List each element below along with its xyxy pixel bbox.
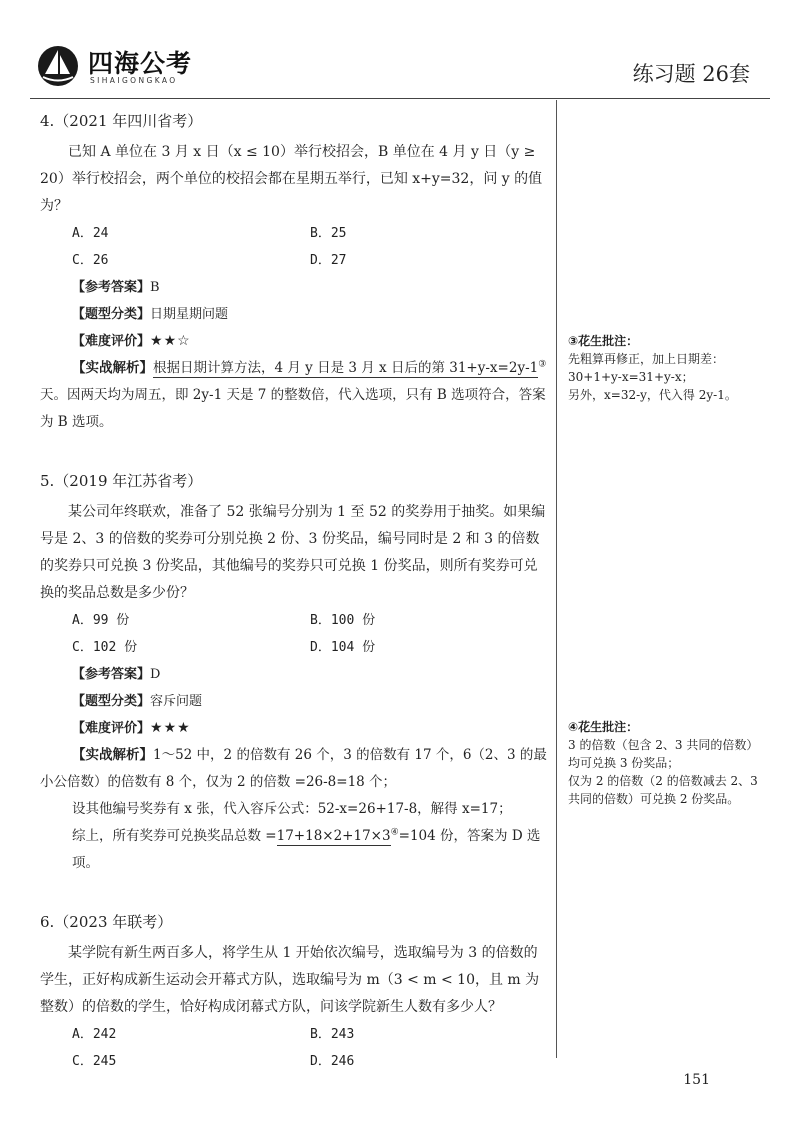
analysis-line-2: 设其他编号奖券有 x 张，代入容斥公式：52-x=26+17-8，解得 x=17； bbox=[72, 801, 512, 817]
margin-note-4 bbox=[568, 718, 768, 808]
options bbox=[40, 220, 548, 274]
analysis-line-3-post: =104 份，答案为 D 选项。 bbox=[72, 828, 541, 871]
series-title: 练习题 26套 bbox=[632, 62, 750, 86]
question-stem: 某学院有新生两百多人，将学生从 1 开始依次编号，选取编号为 3 的倍数的学生，正好构成新生运动会开幕式方队，选取编号为 m（3 < m < 10，且 m 为整数）的倍数的学生，恰好构成闭幕式方队，问该学院新生人数有多少人？ bbox=[40, 945, 540, 1015]
type-label: 【题型分类】 bbox=[72, 694, 151, 709]
analysis-underlined: 根据日期计算方法，4 月 y 日是 3 月 x 日后的第 31+y-x=2y-1 bbox=[153, 360, 539, 376]
answer-label: 【参考答案】 bbox=[72, 280, 151, 295]
answer-value: B bbox=[150, 280, 160, 295]
logo-english-name: SIHAIGONGKAO bbox=[90, 76, 178, 85]
difficulty-stars: ★★★ bbox=[150, 720, 191, 736]
option-a: A．242 bbox=[72, 1027, 117, 1042]
answer-line bbox=[40, 274, 548, 301]
header-divider bbox=[30, 98, 770, 99]
note-line: 先粗算再修正，加上日期差： bbox=[568, 352, 725, 366]
options bbox=[40, 1021, 548, 1075]
note-line: 30+1+y-x=31+y-x； bbox=[568, 370, 694, 384]
note-line: 3 的倍数（包含 2、3 共同的倍数）均可兑换 3 份奖品； bbox=[568, 738, 759, 770]
option-c: C．102 份 bbox=[72, 640, 138, 655]
analysis-line-3-pre: 综上，所有奖券可兑换奖品总数 = bbox=[72, 828, 277, 844]
analysis-label: 【实战解析】 bbox=[72, 360, 153, 376]
option-c: C．245 bbox=[72, 1054, 117, 1069]
answer-value: D bbox=[150, 667, 161, 682]
note-title: ③花生批注： bbox=[568, 334, 639, 348]
options bbox=[40, 607, 548, 661]
difficulty-label: 【难度评价】 bbox=[72, 721, 151, 736]
analysis-label: 【实战解析】 bbox=[72, 747, 153, 763]
option-d: D．27 bbox=[310, 253, 347, 268]
option-d: D．104 份 bbox=[310, 640, 376, 655]
type-value: 日期星期问题 bbox=[150, 307, 229, 322]
annotation-mark-3: ③ bbox=[538, 359, 547, 370]
note-title: ④花生批注： bbox=[568, 720, 639, 734]
margin-divider bbox=[556, 100, 557, 1058]
question-5 bbox=[40, 468, 548, 877]
answer-line bbox=[40, 661, 548, 688]
logo-chinese-name: 四海公考 bbox=[88, 49, 193, 78]
note-line: 仅为 2 的倍数（2 的倍数减去 2、3 共同的倍数）可兑换 2 份奖品。 bbox=[568, 774, 758, 806]
sailboat-logo-icon bbox=[36, 44, 80, 88]
question-heading: 4.（2021 年四川省考） bbox=[40, 112, 203, 130]
answer-label: 【参考答案】 bbox=[72, 667, 151, 682]
option-a: A．99 份 bbox=[72, 613, 130, 628]
difficulty-stars: ★★☆ bbox=[150, 333, 191, 349]
type-line bbox=[40, 301, 548, 328]
difficulty-label: 【难度评价】 bbox=[72, 334, 151, 349]
question-6 bbox=[40, 909, 548, 1075]
main-content bbox=[40, 108, 548, 1075]
annotation-mark-4: ④ bbox=[390, 827, 399, 838]
analysis bbox=[40, 355, 548, 436]
brand-logo bbox=[36, 42, 236, 94]
analysis-text: 1～52 中，2 的倍数有 26 个，3 的倍数有 17 个，6（2、3 的最小公倍数）的倍数有 8 个，仅为 2 的倍数 =26-8=18 个； bbox=[40, 747, 547, 790]
analysis bbox=[40, 742, 548, 796]
page-number: 151 bbox=[683, 1072, 710, 1088]
option-b: B．25 bbox=[310, 226, 347, 241]
margin-note-3 bbox=[568, 332, 768, 404]
option-a: A．24 bbox=[72, 226, 109, 241]
option-b: B．243 bbox=[310, 1027, 355, 1042]
type-line bbox=[40, 688, 548, 715]
type-value: 容斥问题 bbox=[150, 694, 203, 709]
option-c: C．26 bbox=[72, 253, 109, 268]
option-b: B．100 份 bbox=[310, 613, 376, 628]
question-4 bbox=[40, 108, 548, 436]
question-stem: 某公司年终联欢，准备了 52 张编号分别为 1 至 52 的奖券用于抽奖。如果编号是 2、3 的倍数的奖券可分别兑换 2 份、3 份奖品，编号同时是 2 和 3 的倍数的奖券只可兑换 3 份奖品，其他编号的奖券只可兑换 1 份奖品，则所有奖券可兑换的奖品总数是多少份？ bbox=[40, 504, 546, 601]
difficulty-line bbox=[40, 328, 548, 355]
type-label: 【题型分类】 bbox=[72, 307, 151, 322]
question-heading: 6.（2023 年联考） bbox=[40, 913, 173, 931]
question-heading: 5.（2019 年江苏省考） bbox=[40, 472, 203, 490]
question-stem: 已知 A 单位在 3 月 x 日（x ≤ 10）举行校招会，B 单位在 4 月 y 日（y ≥ 20）举行校招会，两个单位的校招会都在星期五举行，已知 x+y=32，问 y 的值为？ bbox=[40, 144, 543, 214]
note-line: 另外，x=32-y，代入得 2y-1。 bbox=[568, 388, 737, 402]
analysis-rest: 天。因两天均为周五，即 2y-1 天是 7 的整数倍，代入选项，只有 B 选项符合，答案为 B 选项。 bbox=[40, 387, 546, 430]
option-d: D．246 bbox=[310, 1054, 355, 1069]
analysis-line-3 bbox=[40, 823, 548, 877]
analysis-line-3-underlined: 17+18×2+17×3 bbox=[276, 828, 391, 844]
difficulty-line bbox=[40, 715, 548, 742]
